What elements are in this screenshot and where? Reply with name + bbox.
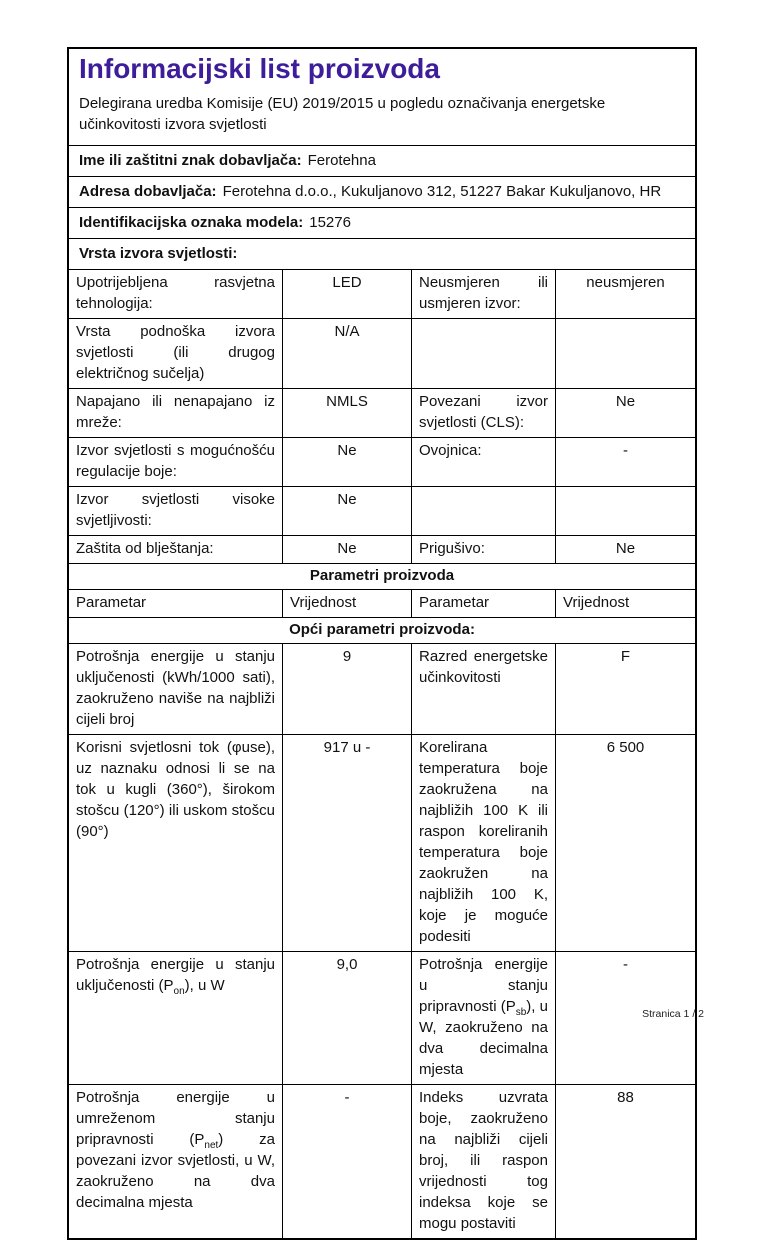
table-row — [69, 388, 695, 437]
value-cell: 6 500 — [555, 735, 695, 951]
table-row — [69, 734, 695, 951]
param-cell: Korelirana temperatura boje zaokružena na najbližih 100 K ili raspon koreliranih temperatura boje zaokružen na najbližih 100 K, koje je moguće podesiti — [411, 735, 555, 951]
table-row — [69, 269, 695, 318]
value-cell: Ne — [282, 487, 411, 535]
param-cell: Potrošnja energije u stanju uključenosti $(P_{on})$, u W — [76, 956, 275, 997]
param-cell: Izvor svjetlosti visoke svjetljivosti: — [76, 491, 275, 529]
table-row — [69, 535, 695, 563]
table-row — [69, 486, 695, 535]
value-cell — [555, 319, 695, 388]
param-cell: Povezani izvor svjetlosti (CLS): — [411, 389, 555, 437]
param-cell: Potrošnja energije u stanju uključenosti (kWh/1000 sati), zaokruženo naviše na najbliži cijeli broj — [76, 648, 275, 728]
column-header: Vrijednost — [555, 590, 695, 617]
value-cell: Ne — [555, 389, 695, 437]
param-cell: Ovojnica: — [411, 438, 555, 486]
param-cell: Izvor svjetlosti s mogućnošću regulacije boje: — [76, 442, 275, 480]
param-cell: Zaštita od blještanja: — [76, 540, 214, 557]
title-block — [69, 49, 695, 145]
page-subtitle: Delegirana uredba Komisije (EU) 2019/2015 u pogledu označivanja energetske učinkovitosti izvora svjetlosti — [79, 95, 606, 133]
value-cell: F — [555, 644, 695, 734]
param-cell: Napajano ili nenapajano iz mreže: — [76, 393, 275, 431]
value-cell: Ne — [555, 536, 695, 563]
value-cell: 9 — [282, 644, 411, 734]
supplier-address-value: Ferotehna d.o.o., Kukuljanovo 312, 51227 Bakar Kukuljanovo, HR — [222, 183, 662, 200]
param-cell — [411, 319, 555, 388]
param-cell: Potrošnja energije u stanju pripravnosti $(P_{sb})$, u W, zaokruženo na dva decimalna mjesta — [411, 952, 555, 1084]
column-header: Parametar — [76, 594, 147, 611]
supplier-name-row — [69, 145, 695, 176]
model-identifier-label: Identifikacijska oznaka modela: — [79, 214, 304, 231]
value-cell: 917 u - — [282, 735, 411, 951]
table-row — [69, 318, 695, 388]
param-cell: Prigušivo: — [411, 536, 555, 563]
value-cell: Ne — [282, 536, 411, 563]
supplier-name-label: Ime ili zaštitni znak dobavljača: — [79, 152, 302, 169]
param-cell: Upotrijebljena rasvjetna tehnologija: — [76, 274, 275, 312]
param-cell: Korisni svjetlosni tok (φuse), uz naznaku odnosi li se na tok u kugli (360°), širokom stošcu (120°) ili uskom stošcu (90°) — [76, 739, 275, 840]
param-cell — [411, 487, 555, 535]
light-source-type-heading: Vrsta izvora svjetlosti: — [69, 238, 695, 269]
model-identifier-value: 15276 — [309, 214, 351, 231]
value-cell: 88 — [555, 1085, 695, 1238]
param-cell: Vrsta podnoška izvora svjetlosti (ili drugog električnog sučelja) — [76, 323, 275, 382]
model-identifier-row — [69, 207, 695, 238]
product-parameters-section-title: Parametri proizvoda — [69, 563, 695, 589]
param-cell: Neusmjeren ili usmjeren izvor: — [411, 270, 555, 318]
table-row — [69, 643, 695, 734]
value-cell: LED — [282, 270, 411, 318]
param-cell: Indeks uzvrata boje, zaokruženo na najbliži cijeli broj, ili raspon vrijednosti tog indeksa koje se mogu postaviti — [411, 1085, 555, 1238]
supplier-address-row — [69, 176, 695, 207]
product-information-sheet — [67, 47, 697, 1240]
column-header: Parametar — [411, 590, 555, 617]
table-row — [69, 1084, 695, 1238]
page-number: Stranica 1 / 2 — [642, 1008, 704, 1020]
table-row — [69, 951, 695, 1084]
value-cell: 9,0 — [282, 952, 411, 1084]
supplier-address-label: Adresa dobavljača: — [79, 183, 217, 200]
value-cell — [555, 487, 695, 535]
value-cell: neusmjeren — [555, 270, 695, 318]
value-cell: Ne — [282, 438, 411, 486]
supplier-name-value: Ferotehna — [307, 152, 376, 169]
value-cell: N/A — [282, 319, 411, 388]
page-title: Informacijski list proizvoda — [79, 53, 440, 84]
param-cell: Razred energetske učinkovitosti — [411, 644, 555, 734]
general-parameters-subsection-title: Opći parametri proizvoda: — [69, 617, 695, 643]
column-header: Vrijednost — [282, 590, 411, 617]
value-cell: - — [282, 1085, 411, 1238]
value-cell: - — [555, 952, 695, 1084]
value-cell: - — [555, 438, 695, 486]
param-cell: Potrošnja energije u umreženom stanju pripravnosti $(P_{net})$ za povezani izvor svjetlosti, u W, zaokruženo na dva decimalna mjesta — [76, 1089, 275, 1211]
table-header-row — [69, 589, 695, 617]
value-cell: NMLS — [282, 389, 411, 437]
table-row — [69, 437, 695, 486]
